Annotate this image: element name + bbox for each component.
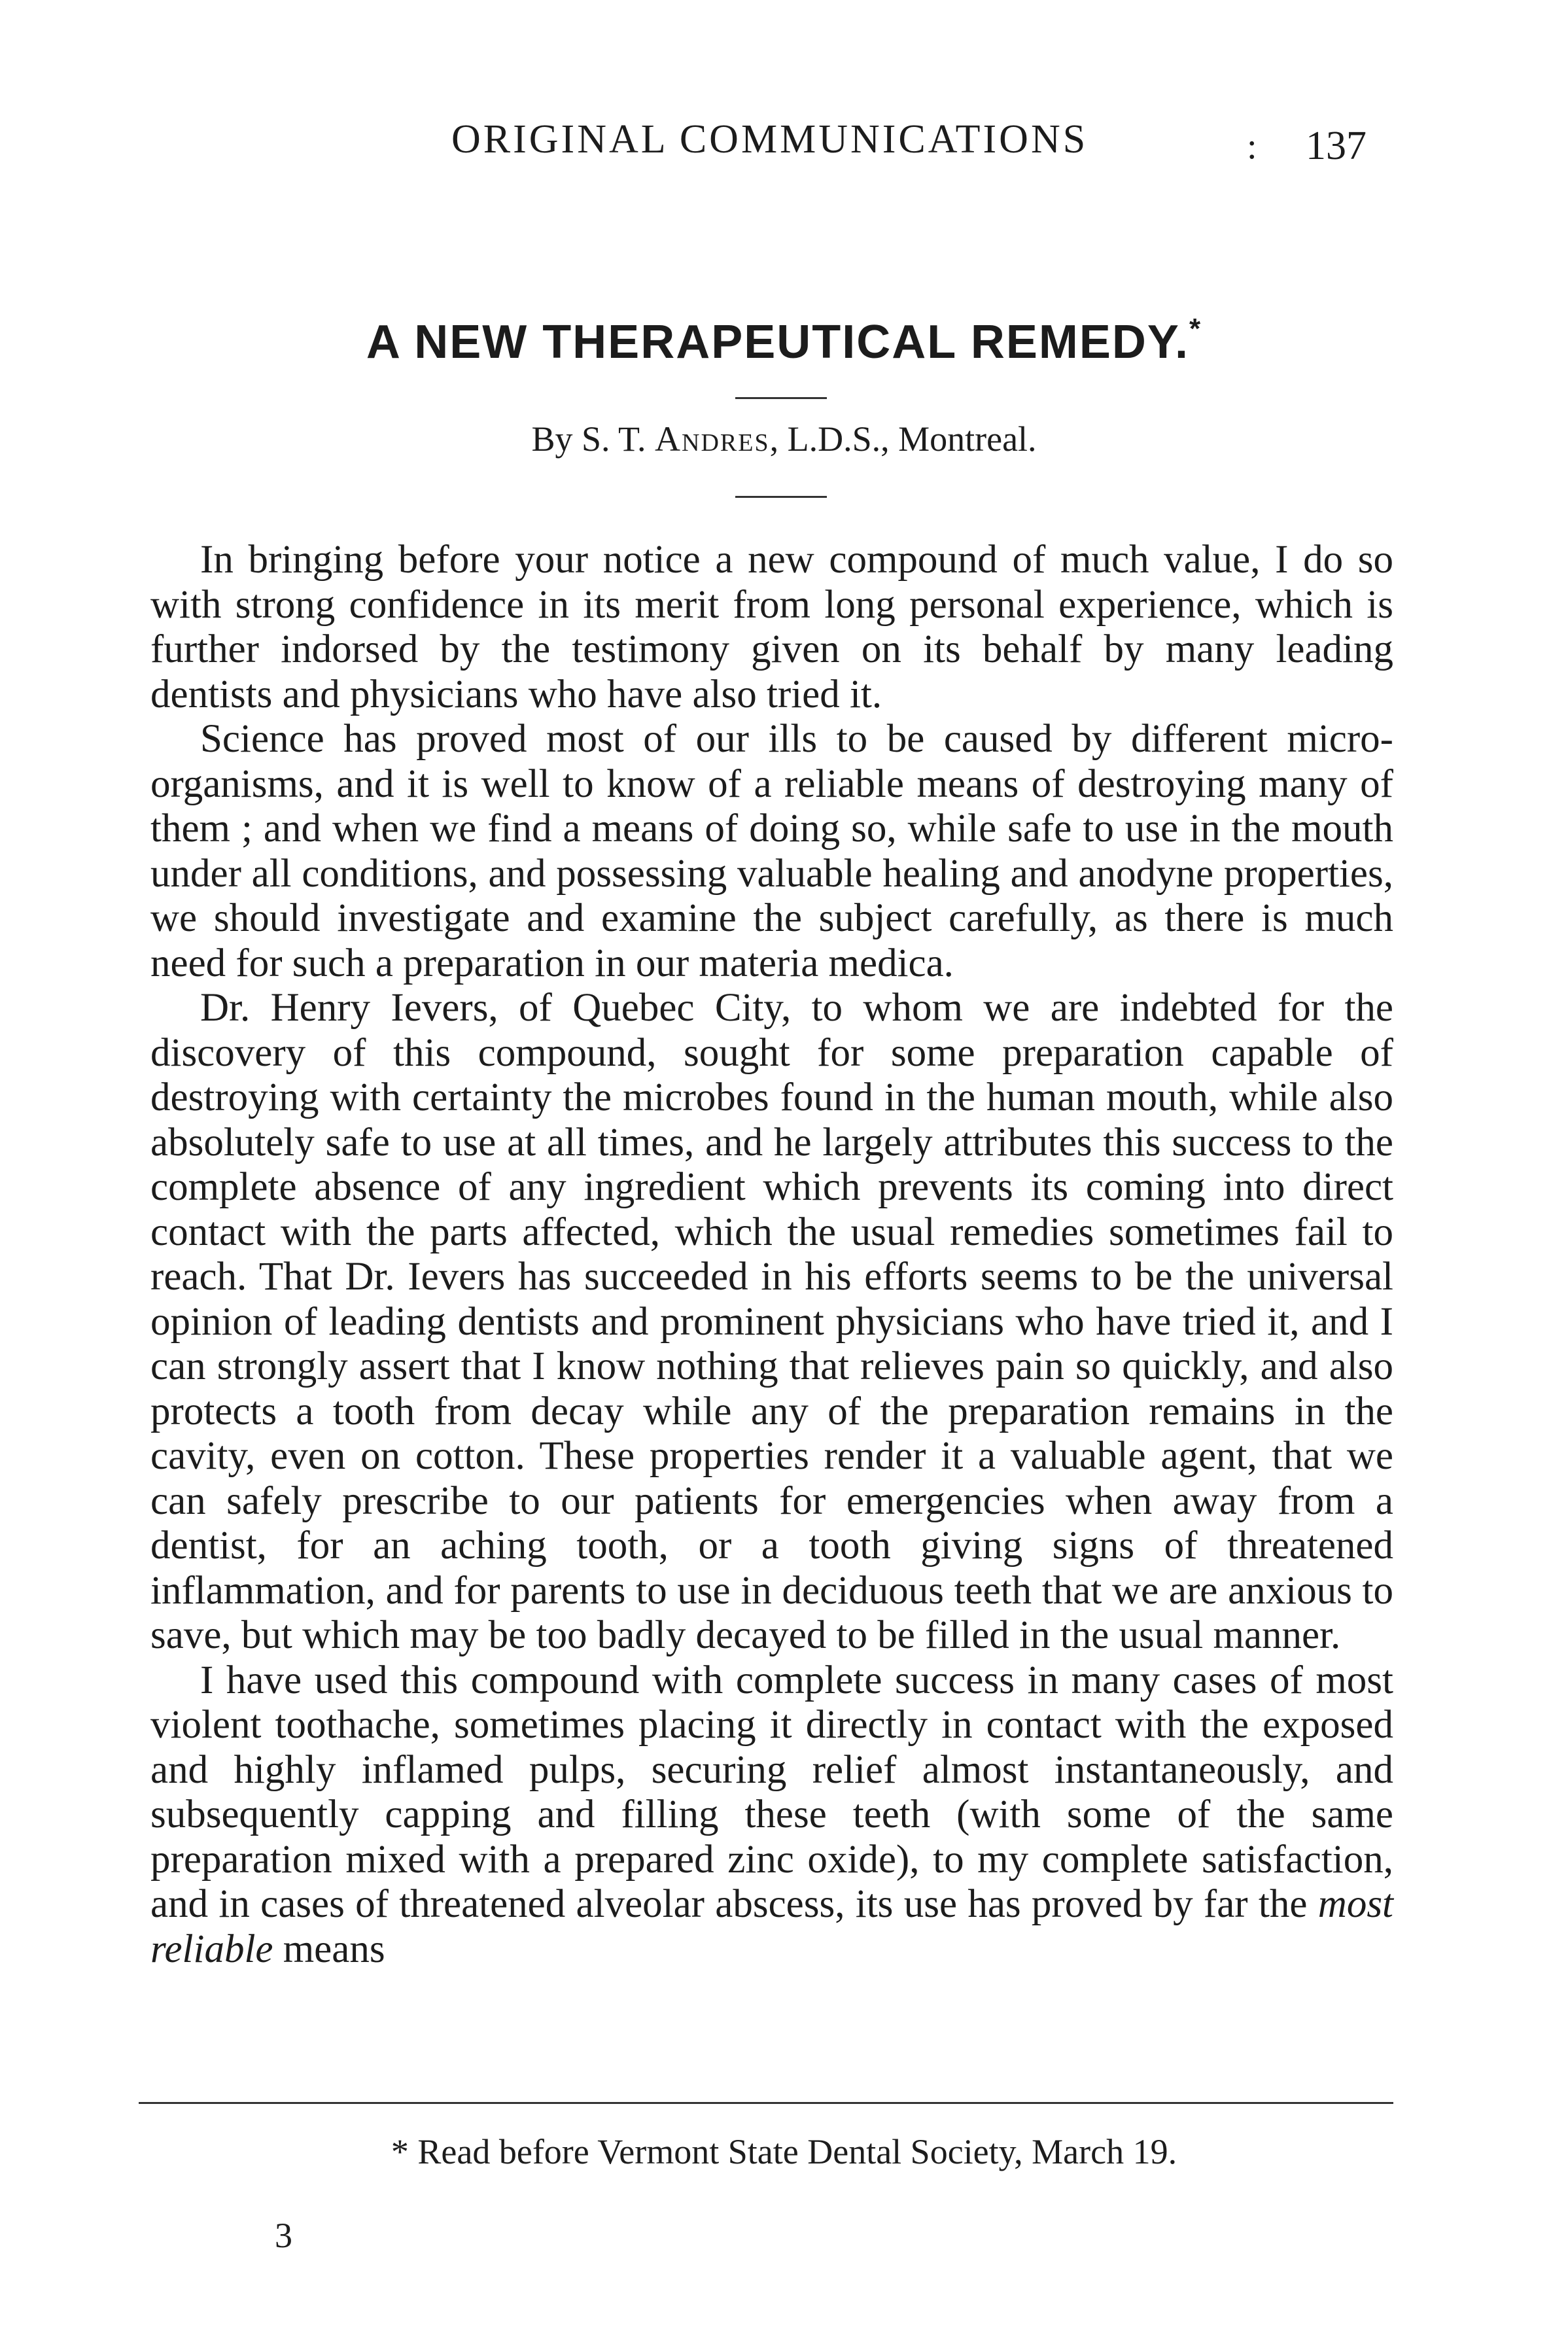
running-title: ORIGINAL COMMUNICATIONS	[451, 117, 1089, 162]
footnote-marker: *	[1189, 313, 1202, 345]
footnote: * Read before Vermont State Dental Society, March 19.	[391, 2132, 1177, 2171]
body-paragraph: Dr. Henry Ievers, of Quebec City, to whom we are indebted for the discovery of this compound, sought for some preparation capable of destroying with certainty the microbes found in the human mouth, while also absolutely safe to use at all times, and he largely attributes this success to the complete absence of any ingredient which prevents its coming into direct contact with the parts affected, which the usual remedies sometimes fail to reach. That Dr. Ievers has succeeded in his efforts seems to be the universal opinion of leading dentists and prominent physicians who have tried it, and I can strongly assert that I know nothing that relieves pain so quickly, and also protects a tooth from decay while any of the preparation remains in the cavity, even on cotton. These properties render it a valuable agent, that we can safely prescribe to our patients for emergencies when away from a dentist, for an aching tooth, or a tooth giving signs of threatened inflammation, and for parents to use in deciduous teeth that we are anxious to save, but which may be too badly decayed to be filled in the usual manner.	[150, 986, 1393, 1657]
last-paragraph-text: I have used this compound with complete success in many cases of most violent toothache, sometimes placing it directly in contact with the exposed and highly inflamed pulps, securing relief almost instantaneously, and subsequently capping and filling these teeth (with some of the same preparation mixed with a prepared zinc oxide), to my complete satisfaction, and in cases of threatened alveolar abscess, its use has proved by far the	[150, 1658, 1393, 1926]
emphasized-text: most reliable	[150, 1882, 1394, 1971]
body-paragraph-last	[150, 1658, 1393, 1972]
article-title	[0, 315, 1568, 369]
article-title-text: A NEW THERAPEUTICAL REMEDY.	[366, 316, 1189, 368]
header-separator: :	[1247, 126, 1257, 167]
article-body	[150, 538, 1393, 1972]
body-paragraph: In bringing before your notice a new compound of much value, I do so with strong confidence in its merit from long personal experience, which is further indorsed by the testimony given on its behalf by many leading dentists and physicians who have also tried it.	[150, 538, 1393, 716]
byline-suffix: , L.D.S., Montreal.	[769, 419, 1037, 459]
author-name: Andres	[655, 419, 770, 459]
running-header	[0, 116, 1568, 175]
byline-prefix: By S. T.	[531, 419, 646, 459]
signature-mark: 3	[275, 2216, 292, 2255]
byline	[0, 419, 1568, 459]
byline-divider	[735, 496, 827, 498]
footnote-divider	[139, 2102, 1393, 2104]
title-divider	[735, 397, 827, 399]
last-paragraph-end: means	[283, 1927, 385, 1971]
page-number: 137	[1306, 124, 1367, 168]
body-paragraph: Science has proved most of our ills to be caused by different micro-organisms, and it is well to know of a reliable means of destroying many of them ; and when we find a means of doing so, while safe to use in the mouth under all conditions, and possessing valuable healing and anodyne properties, we should investigate and examine the subject carefully, as there is much need for such a preparation in our materia medica.	[150, 717, 1393, 985]
